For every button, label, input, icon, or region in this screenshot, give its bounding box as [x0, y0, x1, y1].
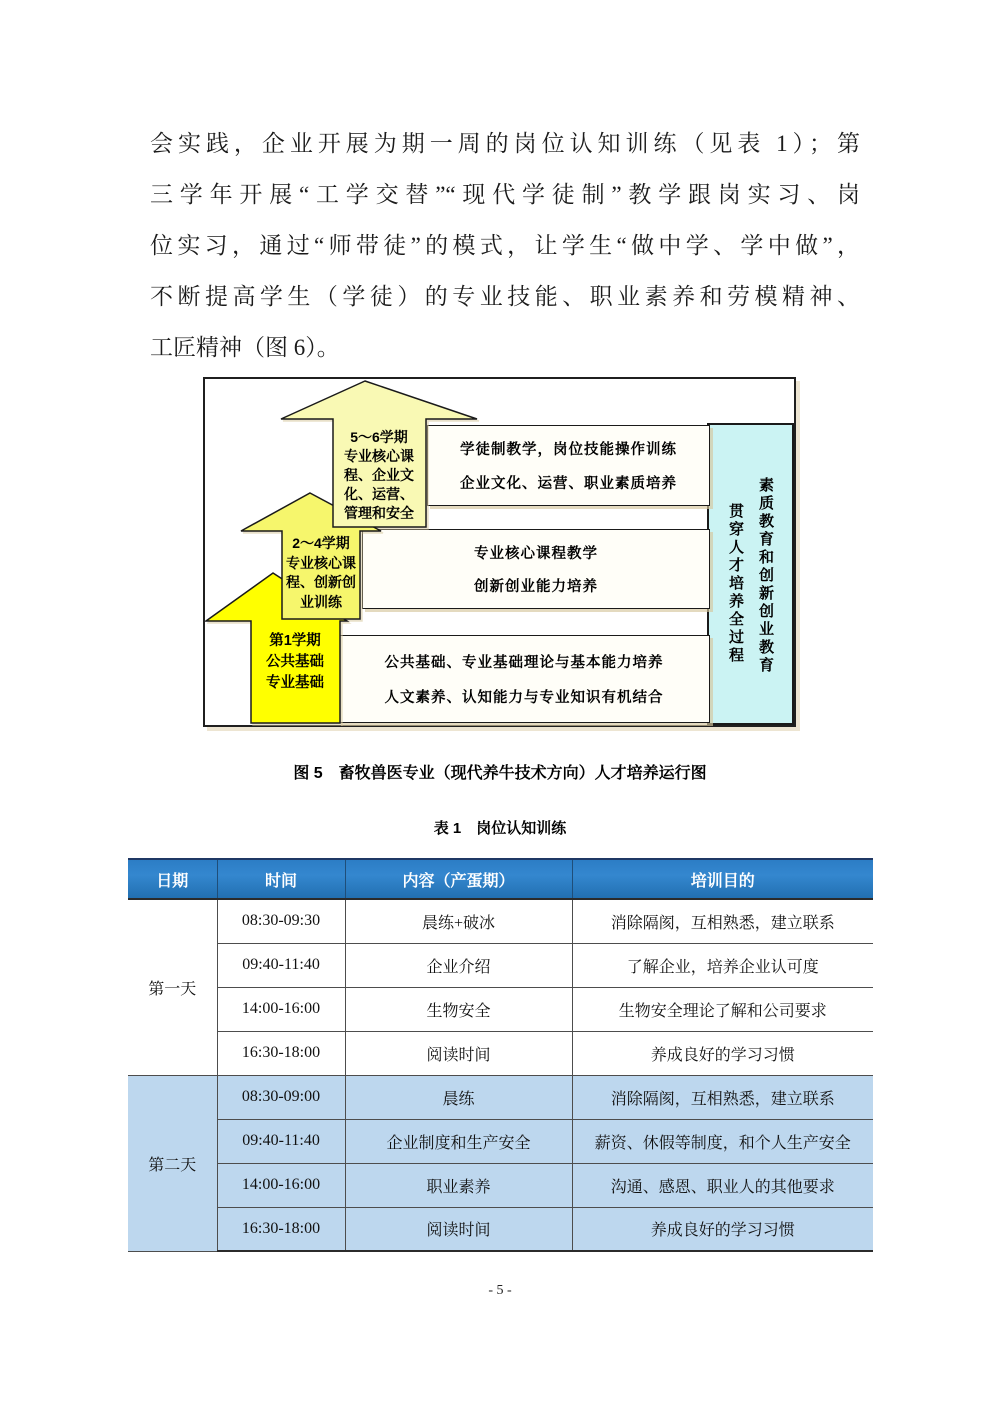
arrow-label-semester-1 — [247, 631, 343, 694]
body-paragraph — [150, 118, 860, 373]
cell-time: 09:40-11:40 — [217, 1119, 345, 1163]
cell-content: 晨练 — [345, 1075, 572, 1119]
panel-vertical-text-right: 素质教育和创新创业教育 — [757, 477, 774, 675]
figure-caption: 图 5 畜牧兽医专业（现代养牛技术方向）人才培养运行图 — [293, 765, 707, 782]
cell-date-day2: 第二天 — [128, 1075, 217, 1251]
paragraph-line: 不断提高学生（学徒）的专业技能、职业素养和劳模精神、 — [150, 284, 860, 309]
cell-content: 阅读时间 — [345, 1207, 572, 1251]
arrow-label-semester-5-6 — [331, 428, 427, 523]
arrow-label-line: 第1学期 — [269, 633, 321, 649]
table-caption: 表 1 岗位认知训练 — [433, 820, 567, 837]
arrow-label-line: 程、创新创 — [286, 574, 356, 590]
figure-box-line: 创新创业能力培养 — [474, 579, 598, 595]
table-header-row — [128, 859, 873, 899]
header-date: 日期 — [128, 859, 217, 899]
cell-content: 企业制度和生产安全 — [345, 1119, 572, 1163]
table-row — [128, 1075, 873, 1119]
arrow-label-line: 专业核心课 — [286, 554, 356, 571]
cell-time: 08:30-09:30 — [217, 899, 345, 943]
figure-box-line: 人文素养、认知能力与专业知识有机结合 — [384, 690, 664, 707]
table-row — [128, 943, 873, 987]
paragraph-line: 工匠精神（图 6）。 — [150, 335, 340, 360]
arrow-label-line: 业训练 — [300, 593, 342, 610]
cell-content: 生物安全 — [345, 987, 572, 1031]
cell-purpose: 消除隔阂，互相熟悉，建立联系 — [572, 1075, 873, 1119]
figure-talent-training-diagram — [203, 377, 796, 727]
paragraph-line: 三学年开展“工学交替”“现代学徒制”教学跟岗实习、岗 — [150, 182, 860, 207]
cell-time: 16:30-18:00 — [217, 1207, 345, 1251]
paragraph-line: 会实践，企业开展为期一周的岗位认知训练（见表 1）；第 — [150, 131, 860, 156]
cell-time: 09:40-11:40 — [217, 943, 345, 987]
figure-box-line: 企业文化、运营、职业素质培养 — [460, 475, 677, 492]
arrow-label-line: 5～6学期 — [350, 429, 408, 445]
cell-purpose: 养成良好的学习习惯 — [572, 1207, 873, 1251]
cell-content: 阅读时间 — [345, 1031, 572, 1075]
arrow-label-line: 公共基础 — [266, 654, 324, 670]
table-row — [128, 1119, 873, 1163]
arrow-label-line: 管理和安全 — [344, 505, 414, 521]
table-row — [128, 1031, 873, 1075]
cell-content: 企业介绍 — [345, 943, 572, 987]
header-content: 内容（产蛋期） — [345, 859, 572, 899]
arrow-label-line: 程、企业文 — [344, 467, 414, 483]
cell-time: 14:00-16:00 — [217, 1163, 345, 1207]
cell-purpose: 沟通、感恩、职业人的其他要求 — [572, 1163, 873, 1207]
panel-vertical-text-left: 贯穿人才培养全过程 — [727, 503, 744, 665]
arrow-label-line: 2～4学期 — [292, 535, 350, 551]
table-row — [128, 899, 873, 943]
table-row — [128, 1163, 873, 1207]
figure-box-line: 专业核心课程教学 — [474, 546, 598, 562]
arrow-label-line: 专业核心课 — [344, 448, 414, 464]
cell-date-day1: 第一天 — [128, 899, 217, 1075]
table-row — [128, 987, 873, 1031]
training-schedule-table — [128, 858, 873, 1252]
cell-time: 08:30-09:00 — [217, 1075, 345, 1119]
cell-purpose: 薪资、休假等制度，和个人生产安全 — [572, 1119, 873, 1163]
page-number: - 5 - — [488, 1283, 512, 1298]
cell-purpose: 了解企业，培养企业认可度 — [572, 943, 873, 987]
paragraph-line: 位实习，通过“师带徒”的模式，让学生“做中学、学中做”， — [150, 233, 860, 258]
cell-content: 晨练+破冰 — [345, 899, 572, 943]
cell-time: 16:30-18:00 — [217, 1031, 345, 1075]
arrow-label-line: 专业基础 — [266, 675, 324, 691]
cell-purpose: 养成良好的学习习惯 — [572, 1031, 873, 1075]
table-row — [128, 1207, 873, 1251]
header-purpose: 培训目的 — [572, 859, 873, 899]
arrow-label-line: 化、运营、 — [344, 486, 414, 502]
cell-time: 14:00-16:00 — [217, 987, 345, 1031]
figure-box-line: 学徒制教学，岗位技能操作训练 — [460, 442, 677, 459]
cell-content: 职业素养 — [345, 1163, 572, 1207]
cell-purpose: 生物安全理论了解和公司要求 — [572, 987, 873, 1031]
arrow-label-semester-2-4 — [275, 534, 367, 612]
figure-box-line: 公共基础、专业基础理论与基本能力培养 — [384, 654, 664, 671]
cell-purpose: 消除隔阂，互相熟悉，建立联系 — [572, 899, 873, 943]
header-time: 时间 — [217, 859, 345, 899]
